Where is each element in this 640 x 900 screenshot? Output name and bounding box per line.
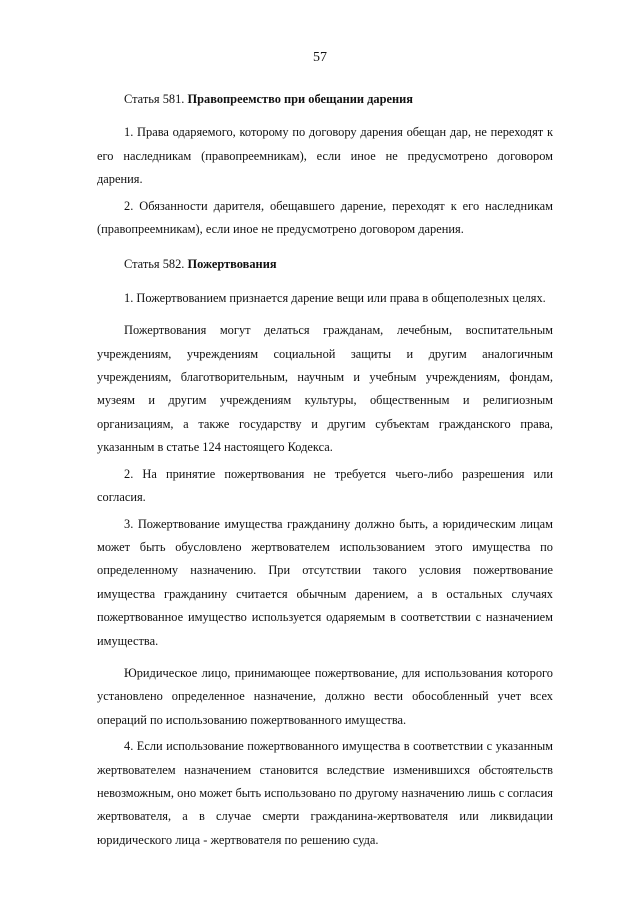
article-582-paragraph-1: 1. Пожертвованием признается дарение вещи или права в общеполезных целях. — [124, 290, 546, 305]
article-582-number: Статья 582. — [124, 257, 185, 272]
article-581-heading — [97, 88, 553, 111]
article-582-paragraph-2: Пожертвования могут делаться гражданам, лечебным, воспитательным учреждениям, учреждениям социальной защиты и другим аналогичным учреждениям, благотворительным, научным и учебным учреждениям, фондам, музеям и другим учреждениям культуры, общественным и религиозным организациям, а также государству и другим субъектам гражданского права, указанным в статье 124 настоящего Кодекса. — [97, 323, 553, 455]
article-582-title: Пожертвования — [187, 257, 277, 272]
article-581-paragraph-2: 2. Обязанности дарителя, обещавшего дарение, переходят к его наследникам (правопреемникам), если иное не предусмотрено договором дарения. — [97, 198, 553, 237]
article-582-paragraph-3: 2. На принятие пожертвования не требуется чьего-либо разрешения или согласия. — [97, 466, 553, 505]
article-582-paragraph-6: 4. Если использование пожертвованного имущества в соответствии с указанным жертвователем назначением становится вследствие изменившихся обстоятельств невозможным, оно может быть использовано по другому назначению лишь с согласия жертвователя, а в случае смерти гражданина-жертвователя или ликвидации юридического лица - жертвователя по решению суда. — [97, 739, 553, 847]
document-body — [97, 88, 553, 852]
article-582-paragraph-4: 3. Пожертвование имущества гражданину должно быть, а юридическим лицам может быть обусловлено жертвователем использованием этого имущества по определенному назначению. При отсутствии такого условия пожертвование имущества гражданину считается обычным дарением, а в остальных случаях пожертвованное имущество используется одаряемым в соответствии с назначением имущества. — [97, 516, 553, 648]
page-number: 57 — [313, 50, 327, 65]
article-581-paragraph-1: 1. Права одаряемого, которому по договору дарения обещан дар, не переходят к его наследникам (правопреемникам), если иное не предусмотрено договором дарения. — [97, 125, 553, 187]
article-581-number: Статья 581. — [124, 92, 185, 106]
article-582-paragraph-5: Юридическое лицо, принимающее пожертвование, для использования которого установлено определенное назначение, должно вести обособленный учет всех операций по использованию пожертвованного имущества. — [97, 665, 553, 727]
article-582-heading — [97, 253, 553, 276]
article-581-title: Правопреемство при обещании дарения — [187, 92, 413, 106]
